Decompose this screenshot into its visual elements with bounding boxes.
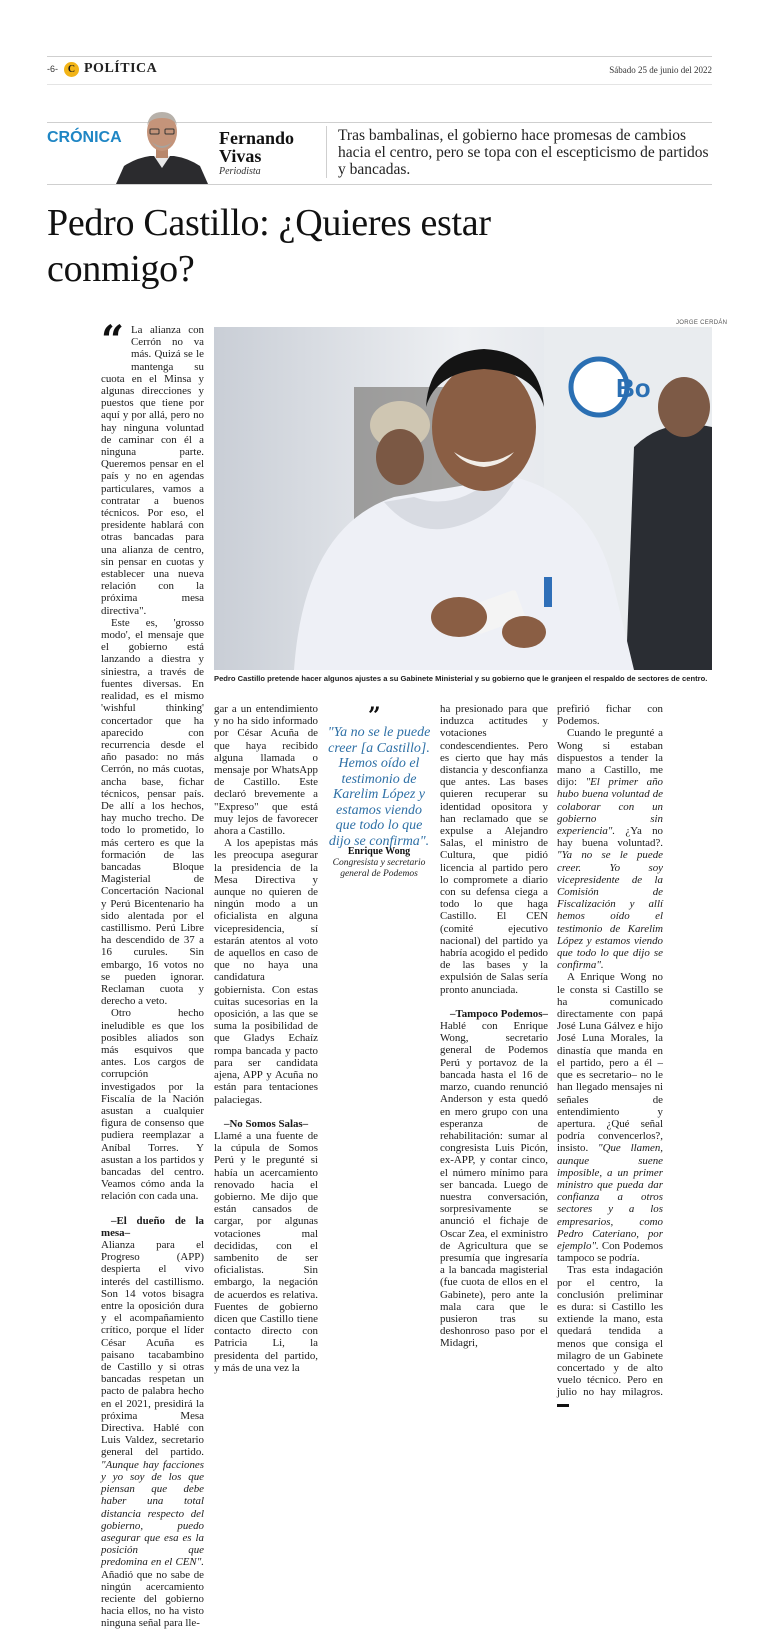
col3-paragraph: ha presionado para que induzca actitudes y votaciones condescendientes. Pero es cierto que hay más distancia y desconfianza que antes. Las bases quieren recuperar su identidad opositora y han reclamado que se expulse a Alejandro Salas, el ministro de Cultura, que pidió licencia al partido pero lo compromete a diario con su defensa ciega a todo lo que haga Castillo. El CEN (comité ejecutivo nacional) del partido ya habría acogido el pedido de las bases y la expulsión de Salas sería pronto anunciada. [440, 703, 548, 996]
end-mark [557, 1404, 569, 1407]
article-deck: Tras bambalinas, el gobierno hace promesas de cambios hacia el centro, pero se topa con el escepticismo de partidos y bancadas. [338, 127, 709, 178]
col4-quote: "Que llamen, aunque suene imposible, a un primer ministro que pueda dar confianza a otros sectores y a los empresarios, como Pedro Cateriano, por ejemplo". [557, 1142, 663, 1252]
photo-credit: JORGE CERDÁN [676, 320, 728, 326]
publication-date: Sábado 25 de junio del 2022 [609, 65, 712, 75]
col4-quote: "Ya no se le puede creer. Yo soy vicepresidente de la Comisión de Fiscalización y allí hemos oído el testimonio de Karelim López y estamos viendo que todo lo que dijo se confirma". [557, 849, 663, 972]
col2-paragraph: A los apepistas más les preocupa asegurar la presidencia de la Mesa Directiva y aunque no quieren de ningún modo a un oficialista en alguna vicepresidencia, sí estarán atentos al voto de aquellos en caso de que no haya una candidatura gobiernista. Con estas cuitas sucesorias en la oposición, a las que se suma la posibilidad de que Gladys Echaíz rompa bancada y pacto para ser candidata ajena, APP y Acuña no están para tentaciones palaciegas. [214, 837, 318, 1106]
article-photo [214, 327, 712, 670]
col3-subhead: –Tampoco Podemos– [450, 1007, 548, 1020]
page-number: -6- [47, 64, 58, 74]
header-rule [47, 84, 712, 85]
col4-text: Cuando le pregunté a Wong si estaban dispuestos a tender la mano a Castillo, me dijo: [557, 727, 663, 789]
col4-paragraph [557, 971, 663, 1264]
col2-subhead: –No Somos Salas– [224, 1117, 309, 1130]
col4-text: A Enrique Wong no le consta si Castillo se ha comunicado directamente con papá José Luna Gálvez e hijo José Luna Morales, la dinastía que manda en el partido, pero a él –que es secretario– no le han llegado mensajes ni señales de entendimiento y apertura. ¿Qué señal podría convencerlos?, insisto. [557, 971, 663, 1155]
pull-quote-text: "Ya no se le puede creer [a Castillo]. Hemos oído el testimonio de Karelim López y estamos viendo que todo lo que dijo se confirma". [327, 725, 431, 849]
pull-quote-name: Enrique Wong [347, 846, 411, 857]
col1-paragraph: La alianza con Cerrón no va más. Quizá se le mantenga su cuota en el Minsa y algunas direcciones y puestos que tiene por aquí y por allá, pero no hay ninguna voluntad de caminar con él a ninguna parte. Queremos pensar en el país y no en agendas particulares, vamos a contratar a buenos técnicos. Por eso, el presidente hablará con otras bancadas para una alianza de centro, sin pensar en cuotas y establecer una nueva relación con la próxima mesa directiva". [101, 324, 204, 617]
author-avatar [116, 104, 208, 184]
column-2 [214, 703, 318, 1374]
col4-text: Tras esta indagación por el centro, la conclusión preliminar es dura: si Castillo les extiende la mano, esta quedará tendida a menos que consiga el milagro de un Gabinete concertado y de alto vuelo técnico. Pero en julio no hay milagros. [557, 1264, 663, 1399]
author-last-name: Vivas [219, 146, 262, 166]
col2-paragraph: gar a un entendimiento y no ha sido informado por César Acuña de que haya recibido alguna llamada o mensaje por WhatsApp de Castillo. Este declaró brevemente a "Expreso" que está muy lejos de favorecer ahora a Castillo. [214, 703, 318, 838]
newspaper-logo: C [64, 62, 79, 77]
col4-text: ¿Ya no hay buena voluntad?. [557, 825, 663, 850]
byline-bottom-rule [47, 184, 712, 185]
author-portrait-icon [116, 104, 208, 184]
col4-paragraph: prefirió fichar con Podemos. [557, 703, 663, 728]
open-quote-mark: “ [101, 317, 125, 364]
pull-quote-mark-icon: ” [368, 703, 381, 729]
column-1 [101, 317, 204, 1630]
col1-tail-quote: "Aunque hay facciones y yo soy de los que piensan que debe haber una total distancia respecto del gobierno, puedo asegurar que esa es la posición que predomina en el CEN". [101, 1458, 204, 1569]
quote-mark-space [101, 317, 131, 368]
col4-paragraph [557, 1264, 663, 1410]
col1-tail-end: Añadió que no sabe de ningún acercamiento reciente del gobierno hacia ellos, no ha visto ninguna señal para lle- [101, 1568, 204, 1630]
col1-paragraph: Este es, 'grosso modo', el mensaje que el gobierno está lanzando a diestra y siniestra, a través de fuentes diversas. En realidad, es el mismo 'wishful thinking' concertador que ha aparecido con recurrencia desde el año pasado: no más Cerrón, no más cuotas, ancha base, fichar técnicos, pensar país. De allí a los hechos, hay mucho trecho. De todo lo prometido, lo más certero es que la formación de las bancadas Bloque Magisterial de Concertación Nacional y Perú Bicentenario ha sido alentada por el castillismo. Perú Libre ha descendido de 37 a 16 curules. Sin embargo, 16 votos no se pueden ignorar. Reclaman cuota y derecho a veto. [101, 616, 204, 1008]
kicker-label: CRÓNICA [47, 129, 122, 146]
author-role: Periodista [219, 166, 261, 177]
col1-paragraph [101, 1239, 204, 1630]
section-title: POLÍTICA [84, 61, 158, 76]
byline-divider [326, 126, 327, 178]
col4-quote: "El primer año hubo buena voluntad de colaborar con un gobierno sin experiencia". [557, 776, 663, 838]
col2-paragraph: Llamé a una fuente de la cúpula de Somos Perú y le pregunté si había un acercamiento renovado hacia el gobierno. Me dijo que están cansados de cargar, por algunas votaciones mal decididas, con el sambenito de ser oficialistas. Sin embargo, la negación de acuerdos es relativa. Fuentes de gobierno dicen que Castillo tiene contacto directo con Patricia Li, la presidenta del partido, y más de una vez la [214, 1129, 318, 1374]
headline: Pedro Castillo: ¿Quieres estar conmigo? [47, 202, 491, 290]
top-rule [47, 56, 712, 57]
photo-castillo-icon [214, 327, 712, 670]
col4-text: Con Podemos tampoco se podría. [557, 1239, 663, 1265]
col3-paragraph: Hablé con Enrique Wong, secretario general de Podemos Perú y portavoz de la bancada hasta el 16 de marzo, cuando renunció Anderson y esta quedó en mero grupo con una esperanza de rehabilitación: sumar al congresista Luis Picón, ex-APP, y contar cinco, el número mínimo para ser bancada. Luego de nuestra conversación, sorpresivamente se anunció el fichaje de Oscar Zea, el exministro de Agricultura que se presumía que ingresaría a la bancada magisterial (fue cuota de ellos en el Gabinete), pero ante la mala cara que le pusieron tras su deshonroso paso por el Midagri, [440, 1020, 548, 1350]
photo-caption: Pedro Castillo pretende hacer algunos ajustes a su Gabinete Ministerial y su gobierno que le granjeen el respaldo de sectores de centro. [214, 674, 708, 683]
col4-paragraph [557, 727, 663, 971]
col1-subhead: –El dueño de la mesa– [101, 1214, 204, 1239]
svg-text:Bo: Bo [616, 373, 651, 403]
col1-tail-text: Alianza para el Progreso (APP) despierta el vivo interés del castillismo. Son 14 votos bisagra entre la oposición dura y el acompañamiento crítico, porque el líder César Acuña es paisano tacabambino de Castillo y si otras bancadas respetan un pacto de palabra hecho en el 2021, presidirá la próxima Mesa Directiva. Hablé con Luis Valdez, secretario general del partido. [101, 1239, 204, 1459]
column-4 [557, 703, 663, 1411]
pull-quote-role: Congresista y secretario general de Podemos [332, 858, 426, 879]
author-first-name: Fernando [219, 128, 295, 148]
column-3 [440, 703, 548, 1350]
col1-paragraph: Otro hecho ineludible es que los posibles aliados son más esquivos que antes. Los cargos de corrupción investigados por la Fiscalía de la Nación asustan a cualquier figura de consenso que pudiera reemplazar a Aníbal Torres. Y asustan a los partidos y bancadas del centro. Veamos cómo anda la relación con cada una. [101, 1007, 204, 1203]
